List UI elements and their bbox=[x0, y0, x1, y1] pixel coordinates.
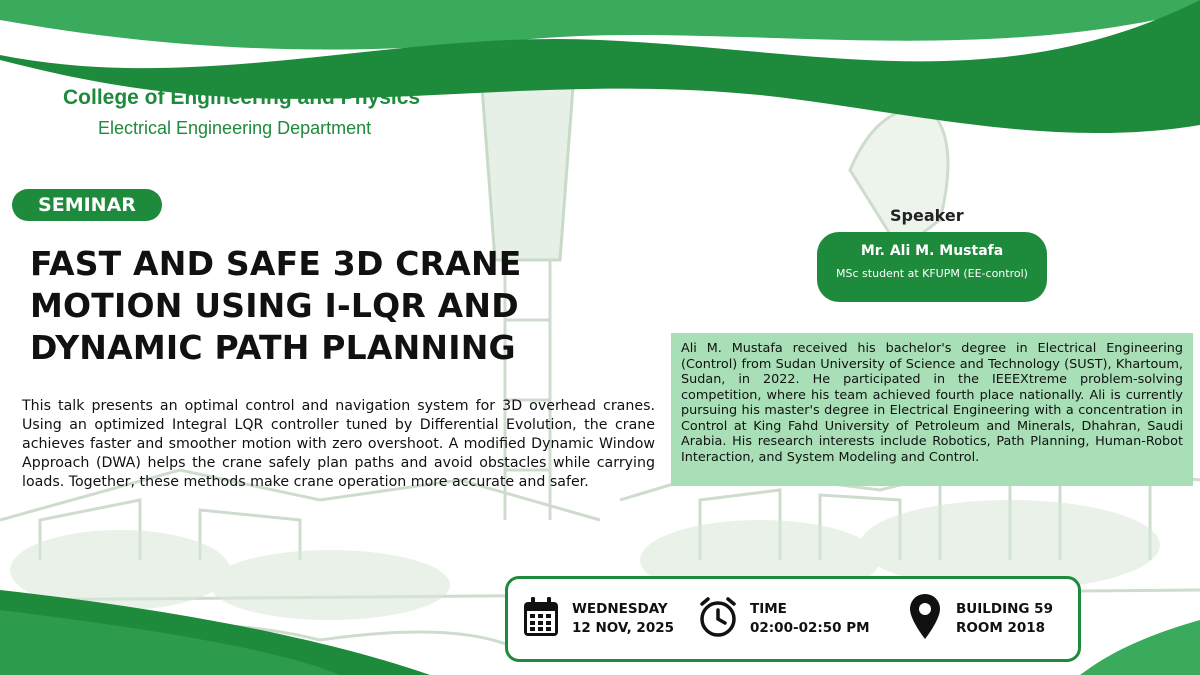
event-location bbox=[908, 579, 1053, 659]
speaker-role: MSc student at KFUPM (EE-control) bbox=[836, 267, 1028, 280]
event-time-value: 02:00-02:50 PM bbox=[750, 620, 870, 636]
event-room: ROOM 2018 bbox=[956, 620, 1046, 636]
event-date bbox=[522, 579, 674, 659]
event-day: WEDNESDAY bbox=[572, 601, 668, 617]
speaker-card bbox=[817, 232, 1047, 302]
location-pin-icon bbox=[908, 592, 942, 646]
college-name: College of Engineering and Physics bbox=[63, 86, 421, 109]
event-time-label: TIME bbox=[750, 601, 787, 617]
event-time bbox=[698, 579, 870, 659]
department-name: Electrical Engineering Department bbox=[98, 118, 372, 138]
speaker-bio: Ali M. Mustafa received his bachelor's degree in Electrical Engineering (Control) from Sudan University of Science and Technology (SUST), Khartoum, Sudan, in 2022. He participated in the IEEEXtreme problem-solving competition, where his team achieved fourth place nationally. Ali is currently pursuing his master's degree in Electrical Engineering with a concentration in Control at King Fahd University of Petroleum and Minerals, Dhahran, Saudi Arabia. His research interests include Robotics, Path Planning, Human-Robot Interaction, and System Modeling and Control. bbox=[671, 333, 1193, 486]
event-building: BUILDING 59 bbox=[956, 601, 1053, 617]
clock-icon bbox=[698, 596, 738, 642]
seminar-badge: SEMINAR bbox=[12, 189, 162, 221]
speaker-heading: Speaker bbox=[890, 206, 964, 225]
event-date-value: 12 NOV, 2025 bbox=[572, 620, 675, 636]
speaker-name: Mr. Ali M. Mustafa bbox=[860, 243, 1004, 259]
seminar-title: FAST AND SAFE 3D CRANE MOTION USING I-LQR AND DYNAMIC PATH PLANNING bbox=[30, 244, 522, 367]
event-details-box bbox=[505, 576, 1081, 662]
seminar-abstract: This talk presents an optimal control and navigation system for 3D overhead cranes. Using an optimized Integral LQR controller tuned by Differential Evolution, the crane achieves faster and smoother motion with zero overshoot. A modified Dynamic Window Approach (DWA) helps the crane safely plan paths and avoid obstacles while carrying loads. Together, these methods make crane operation more accurate and safer. bbox=[22, 398, 655, 490]
calendar-icon bbox=[522, 596, 560, 642]
